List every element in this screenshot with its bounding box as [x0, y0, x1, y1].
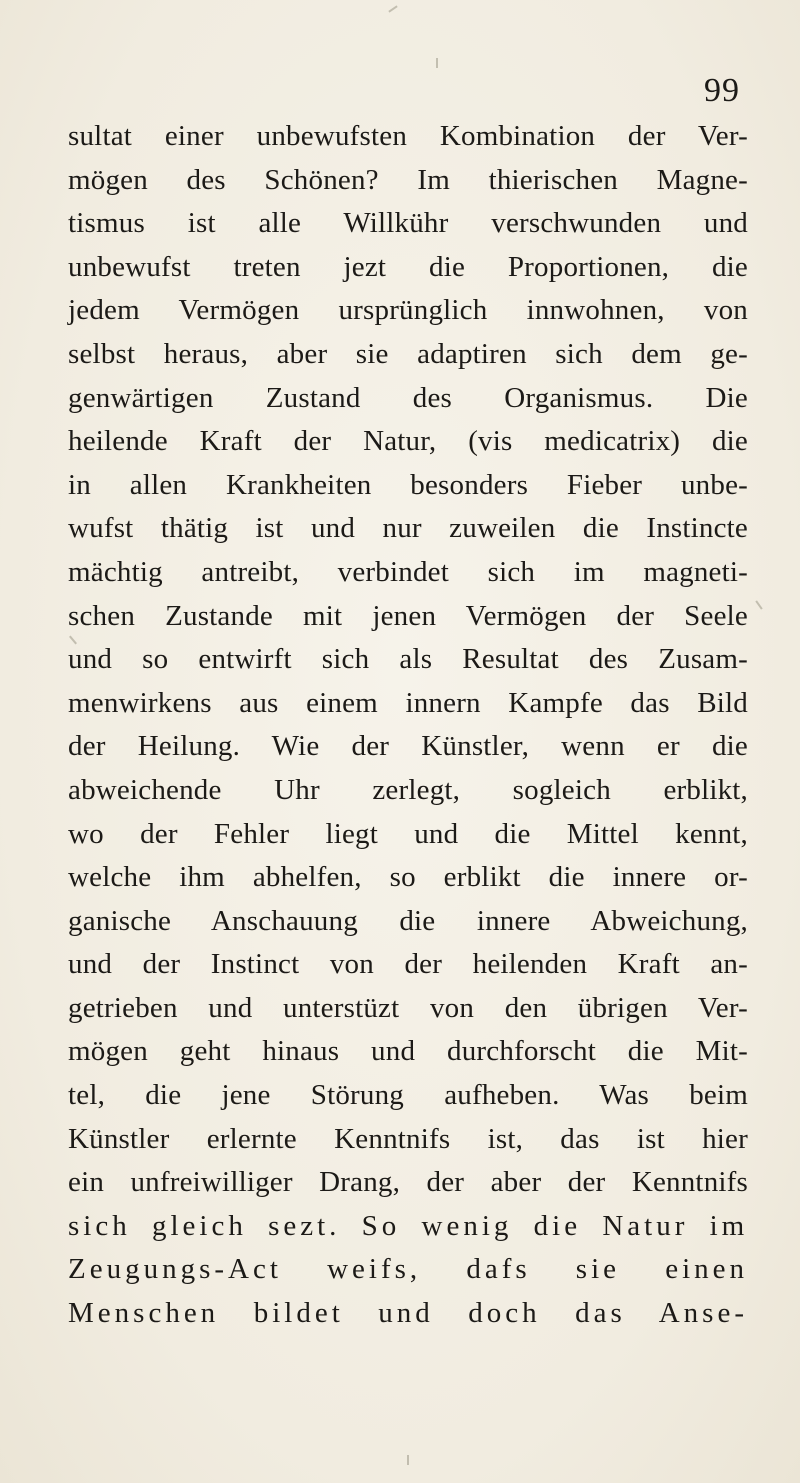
text-line: mögen geht hinaus und durchforscht die Mit- — [68, 1035, 748, 1068]
text-line: menwirkens aus einem innern Kampfe das Bild — [68, 686, 748, 719]
text-line: ganische Anschauung die innere Abweichung, — [68, 904, 748, 937]
text-line: der Heilung. Wie der Künstler, wenn er die — [68, 730, 748, 763]
text-line: selbst heraus, aber sie adaptiren sich dem ge- — [68, 337, 748, 370]
paper-speck — [436, 58, 438, 68]
text-line: mögen des Schönen? Im thierischen Magne- — [68, 163, 748, 196]
text-line: Zeugungs-Act weifs, dafs sie einen — [68, 1253, 748, 1286]
text-line: ein unfreiwilliger Drang, der aber der Kenntnifs — [68, 1166, 748, 1199]
page-number: 99 — [704, 72, 740, 109]
text-line: unbewufst treten jezt die Proportionen, die — [68, 250, 748, 283]
text-line: genwärtigen Zustand des Organismus. Die — [68, 381, 748, 414]
text-line: tel, die jene Störung aufheben. Was beim — [68, 1079, 748, 1112]
text-line: schen Zustande mit jenen Vermögen der Seele — [68, 599, 748, 632]
text-line: und der Instinct von der heilenden Kraft an- — [68, 948, 748, 981]
text-line: sultat einer unbewufsten Kombination der Ver- — [68, 120, 748, 152]
text-line: welche ihm abhelfen, so erblikt die innere or- — [68, 861, 748, 894]
text-line: in allen Krankheiten besonders Fieber unbe- — [68, 468, 748, 501]
text-line: sich gleich sezt. So wenig die Natur im — [68, 1209, 749, 1242]
paper-speck — [755, 600, 762, 609]
body-text — [68, 115, 748, 1336]
text-line: jedem Vermögen ursprünglich innwohnen, von — [68, 294, 748, 327]
text-line: Künstler erlernte Kenntnifs ist, das ist hier — [68, 1122, 748, 1155]
text-line: heilende Kraft der Natur, (vis medicatrix) die — [68, 425, 748, 458]
paper-speck — [407, 1455, 409, 1465]
text-line: wufst thätig ist und nur zuweilen die Instincte — [68, 512, 748, 545]
paper-speck — [388, 5, 397, 12]
text-line: tismus ist alle Willkühr verschwunden und — [68, 207, 748, 240]
text-line: getrieben und unterstüzt von den übrigen Ver- — [68, 991, 748, 1024]
text-line: abweichende Uhr zerlegt, sogleich erblikt, — [68, 773, 748, 806]
text-line: Menschen bildet und doch das Anse- — [68, 1297, 748, 1330]
text-line: und so entwirft sich als Resultat des Zusam- — [68, 643, 748, 676]
text-line: mächtig antreibt, verbindet sich im magneti- — [68, 555, 748, 588]
text-line: wo der Fehler liegt und die Mittel kennt, — [68, 817, 748, 850]
